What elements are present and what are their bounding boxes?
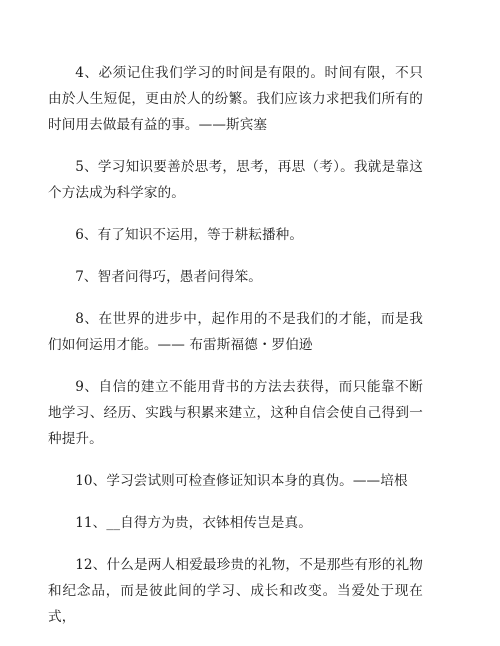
paragraph-10: 10、学习尝试则可检查修证知识本身的真伪。——培根 xyxy=(75,473,408,489)
paragraph-5: 5、学习知识要善於思考，思考，再思（考）。我就是靠这个方法成为科学家的。 xyxy=(48,159,423,201)
paragraph-8: 8、在世界的进步中，起作用的不是我们的才能，而是我们如何运用才能。—— 布雷斯福德・罗伯逊 xyxy=(48,311,423,353)
paragraph-9: 9、自信的建立不能用背书的方法去获得，而只能靠不断地学习、经历、实践与积累来建立，这种自信会使自己得到一种提升。 xyxy=(48,379,423,447)
paragraph-6: 6、有了知识不运用，等于耕耘播种。 xyxy=(75,227,304,243)
paragraph-12: 12、什么是两人相爱最珍贵的礼物，不是那些有形的礼物和纪念品，而是彼此间的学习、成长和改变。当爱处于现在式， xyxy=(48,557,423,625)
document-body xyxy=(48,60,423,646)
paragraph-4: 4、必须记住我们学习的时间是有限的。时间有限，不只由於人生短促，更由於人的纷繁。我们应该力求把我们所有的时间用去做最有益的事。——斯宾塞 xyxy=(48,65,423,133)
paragraph-7: 7、智者问得巧，愚者问得笨。 xyxy=(75,269,262,285)
paragraph-11: 11、__自得方为贵，衣钵相传岂是真。 xyxy=(75,515,312,531)
